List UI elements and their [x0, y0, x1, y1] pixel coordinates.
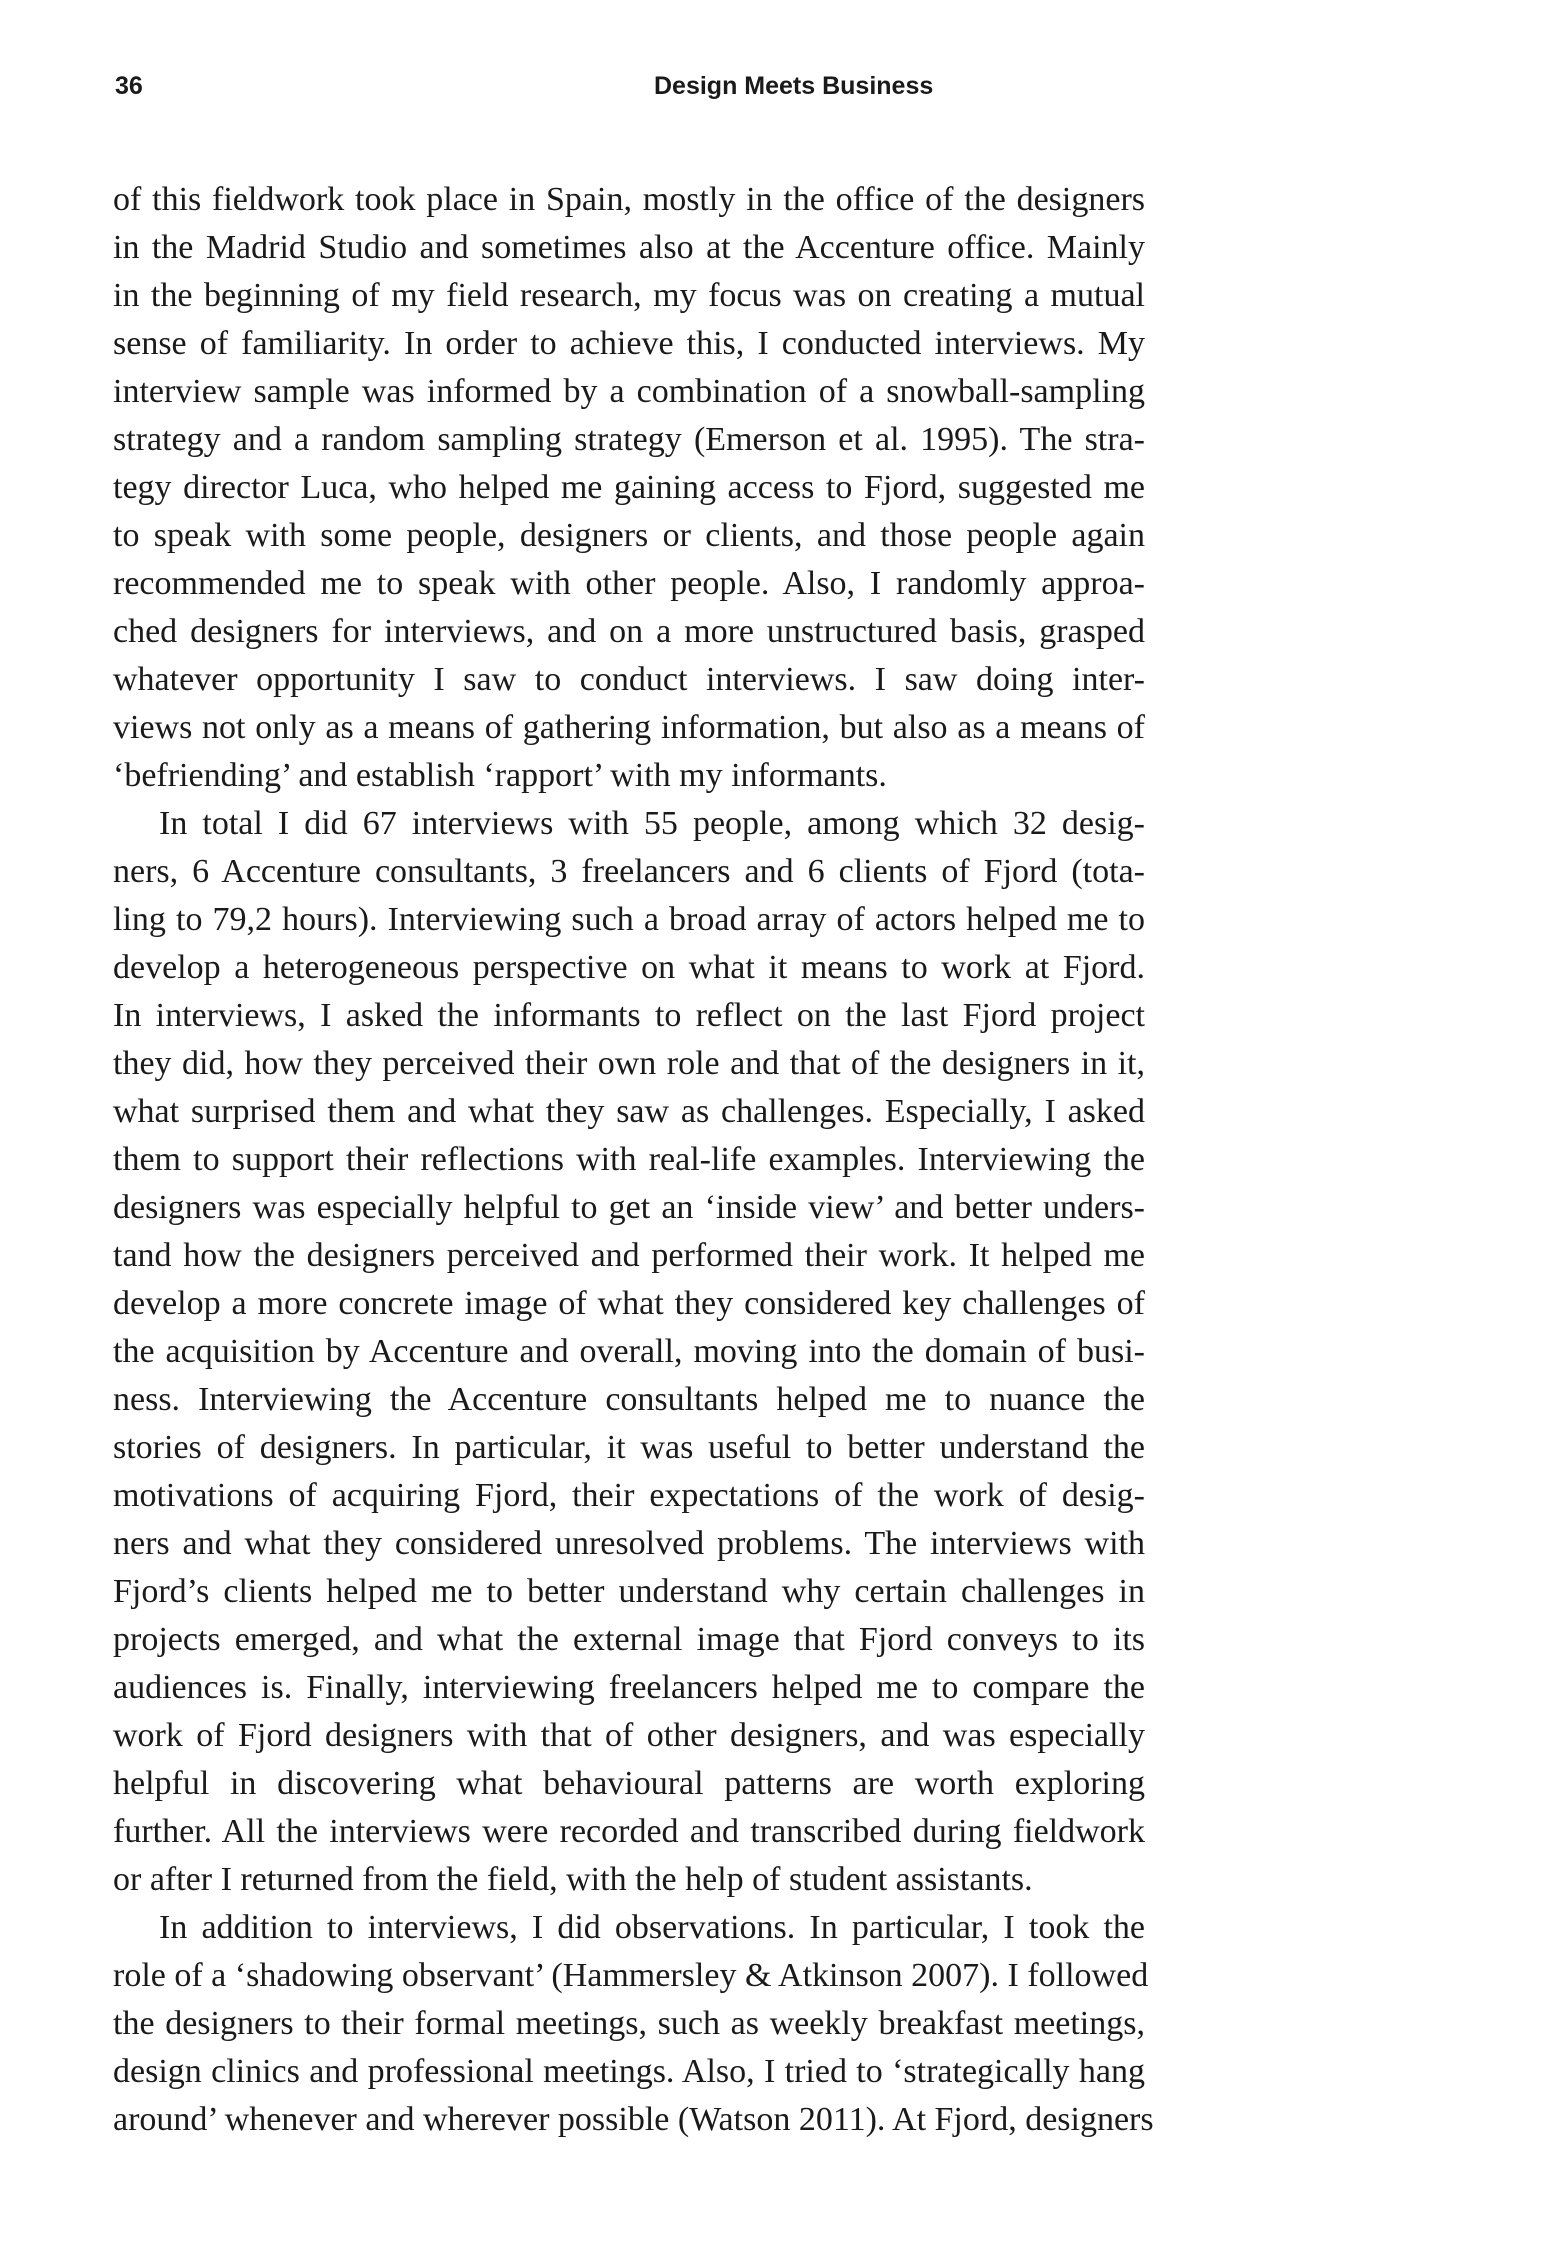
- text-line: work of Fjord designers with that of other designers, and was especially: [113, 1717, 1145, 1754]
- text-line: in the beginning of my field research, my focus was on creating a mutual: [113, 277, 1145, 314]
- text-line: they did, how they perceived their own role and that of the designers in it,: [113, 1045, 1145, 1082]
- text-line: views not only as a means of gathering information, but also as a means of: [113, 709, 1145, 746]
- paragraph: [113, 800, 1145, 1904]
- text-line: audiences is. Finally, interviewing freelancers helped me to compare the: [113, 1669, 1145, 1706]
- text-line: or after I returned from the field, with the help of student assistants.: [113, 1861, 1033, 1898]
- text-line: whatever opportunity I saw to conduct interviews. I saw doing inter-: [113, 661, 1145, 698]
- body-text: [113, 176, 1154, 2144]
- text-line: ness. Interviewing the Accenture consultants helped me to nuance the: [113, 1381, 1145, 1418]
- text-line: In total I did 67 interviews with 55 people, among which 32 desig-: [159, 805, 1145, 842]
- text-line: ‘befriending’ and establish ‘rapport’ with my informants.: [113, 757, 887, 794]
- paragraph: [113, 176, 1145, 800]
- text-line: strategy and a random sampling strategy (Emerson et al. 1995). The stra-: [113, 421, 1145, 458]
- text-line: ners and what they considered unresolved problems. The interviews with: [113, 1525, 1145, 1562]
- text-line: helpful in discovering what behavioural patterns are worth exploring: [113, 1765, 1145, 1802]
- text-line: the acquisition by Accenture and overall, moving into the domain of busi-: [113, 1333, 1145, 1370]
- text-line: role of a ‘shadowing observant’ (Hammersley & Atkinson 2007). I followed: [113, 1957, 1149, 1994]
- page-number: 36: [115, 72, 143, 100]
- text-line: ched designers for interviews, and on a more unstructured basis, grasped: [113, 613, 1145, 650]
- text-line: around’ whenever and wherever possible (Watson 2011). At Fjord, designers: [113, 2101, 1154, 2138]
- text-line: motivations of acquiring Fjord, their expectations of the work of desig-: [113, 1477, 1145, 1514]
- paragraph: [113, 1904, 1154, 2144]
- text-line: them to support their reflections with real-life examples. Interviewing the: [113, 1141, 1145, 1178]
- text-line: design clinics and professional meetings. Also, I tried to ‘strategically hang: [113, 2053, 1145, 2090]
- text-line: develop a more concrete image of what they considered key challenges of: [113, 1285, 1145, 1322]
- text-line: In interviews, I asked the informants to reflect on the last Fjord project: [113, 997, 1145, 1034]
- text-line: ling to 79,2 hours). Interviewing such a broad array of actors helped me to: [113, 901, 1145, 938]
- text-line: to speak with some people, designers or clients, and those people again: [113, 517, 1145, 554]
- text-line: sense of familiarity. In order to achieve this, I conducted interviews. My: [113, 325, 1145, 362]
- text-line: of this fieldwork took place in Spain, mostly in the office of the designers: [113, 181, 1145, 218]
- text-line: what surprised them and what they saw as challenges. Especially, I asked: [113, 1093, 1145, 1130]
- text-line: develop a heterogeneous perspective on what it means to work at Fjord.: [113, 949, 1145, 986]
- text-line: stories of designers. In particular, it was useful to better understand the: [113, 1429, 1145, 1466]
- text-line: recommended me to speak with other people. Also, I randomly approa-: [113, 565, 1145, 602]
- text-line: In addition to interviews, I did observations. In particular, I took the: [159, 1909, 1145, 1946]
- text-line: further. All the interviews were recorded and transcribed during fieldwork: [113, 1813, 1145, 1850]
- text-line: tand how the designers perceived and performed their work. It helped me: [113, 1237, 1145, 1274]
- text-line: in the Madrid Studio and sometimes also at the Accenture office. Mainly: [113, 229, 1145, 266]
- text-line: designers was especially helpful to get an ‘inside view’ and better unders-: [113, 1189, 1145, 1226]
- text-line: the designers to their formal meetings, such as weekly breakfast meetings,: [113, 2005, 1145, 2042]
- text-line: ners, 6 Accenture consultants, 3 freelancers and 6 clients of Fjord (tota-: [113, 853, 1145, 890]
- text-line: projects emerged, and what the external image that Fjord conveys to its: [113, 1621, 1145, 1658]
- text-line: tegy director Luca, who helped me gaining access to Fjord, suggested me: [113, 469, 1145, 506]
- text-line: Fjord’s clients helped me to better understand why certain challenges in: [113, 1573, 1145, 1610]
- running-title: Design Meets Business: [654, 72, 934, 100]
- text-line: interview sample was informed by a combination of a snowball-sampling: [113, 373, 1145, 410]
